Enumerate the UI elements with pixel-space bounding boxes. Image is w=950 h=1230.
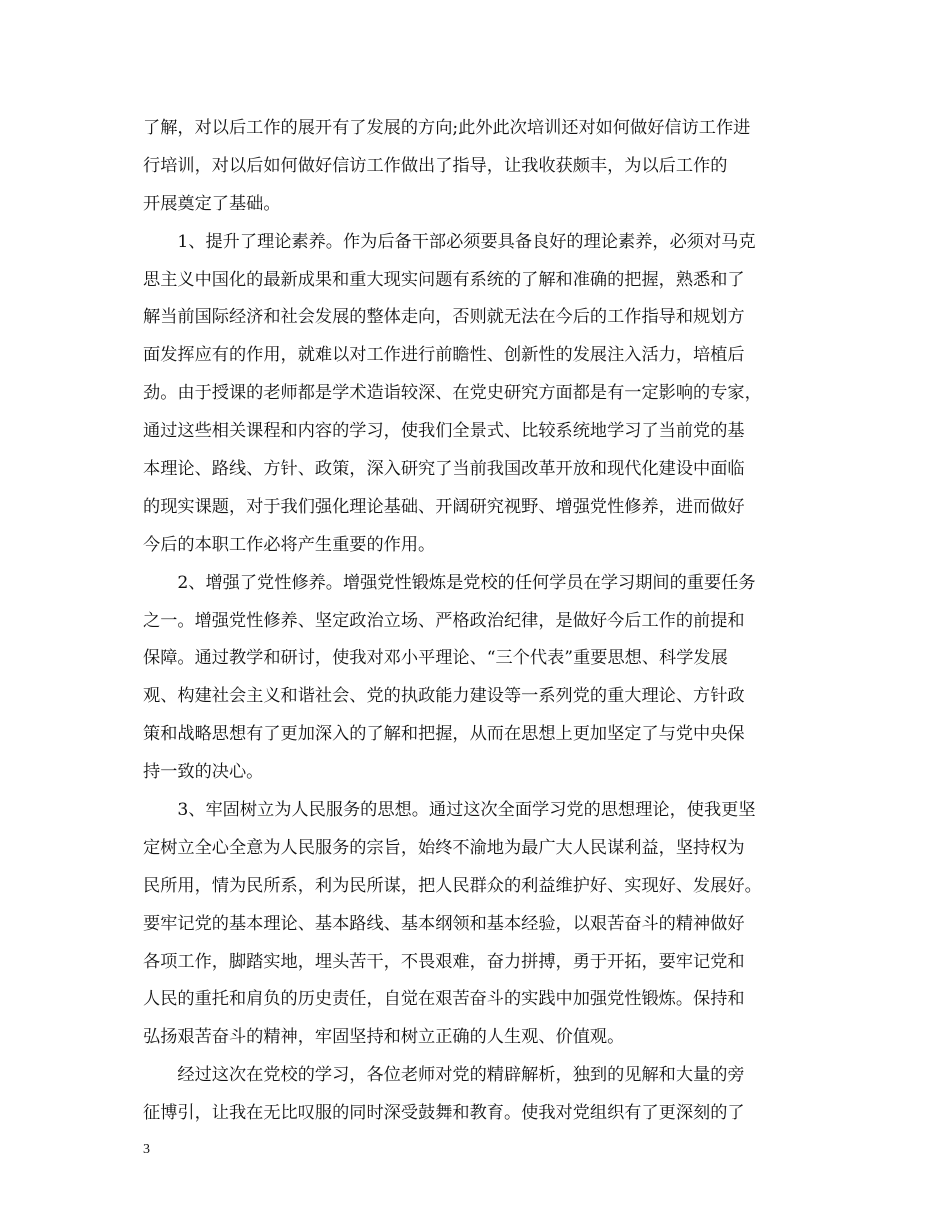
text-line: 策和战略思想有了更加深入的了解和把握，从而在思想上更加坚定了与党中央保 <box>143 724 745 745</box>
text-line: 劲。由于授课的老师都是学术造诣较深、在党史研究方面都是有一定影响的专家， <box>143 383 762 404</box>
text-line: 人民的重托和肩负的历史责任，自觉在艰苦奋斗的实践中加强党性锻炼。保持和 <box>143 989 745 1010</box>
text-line: 定树立全心全意为人民服务的宗旨，始终不渝地为最广大人民谋利益，坚持权为 <box>143 837 745 858</box>
page-number: 3 <box>143 1142 150 1157</box>
text-line: 征博引，让我在无比叹服的同时深受鼓舞和教育。使我对党组织有了更深刻的了 <box>143 1103 745 1124</box>
text-line: 通过这些相关课程和内容的学习，使我们全景式、比较系统地学习了当前党的基 <box>143 421 745 442</box>
text-line: 今后的本职工作必将产生重要的作用。 <box>143 534 436 555</box>
text-line: 本理论、路线、方针、政策，深入研究了当前我国改革开放和现代化建设中面临 <box>143 459 745 480</box>
text-line: 观、构建社会主义和谐社会、党的执政能力建设等一系列党的重大理论、方针政 <box>143 686 745 707</box>
text-line: 解当前国际经济和社会发展的整体走向，否则就无法在今后的工作指导和规划方 <box>143 307 745 328</box>
text-line: 要牢记党的基本理论、基本路线、基本纲领和基本经验，以艰苦奋斗的精神做好 <box>143 913 745 934</box>
text-line: 保障。通过教学和研讨，使我对邓小平理论、“三个代表”重要思想、科学发展 <box>143 648 728 669</box>
text-line: 1、提升了理论素养。作为后备干部必须要具备良好的理论素养，必须对马克 <box>143 231 756 252</box>
text-line: 面发挥应有的作用，就难以对工作进行前瞻性、创新性的发展注入活力，培植后 <box>143 345 745 366</box>
text-line: 的现实课题，对于我们强化理论基础、开阔研究视野、增强党性修养，进而做好 <box>143 496 745 517</box>
text-line: 之一。增强党性修养、坚定政治立场、严格政治纪律，是做好今后工作的前提和 <box>143 610 745 631</box>
text-line: 各项工作，脚踏实地，埋头苦干，不畏艰难，奋力拼搏，勇于开拓，要牢记党和 <box>143 951 745 972</box>
text-line: 弘扬艰苦奋斗的精神，牢固坚持和树立正确的人生观、价值观。 <box>143 1027 625 1048</box>
text-line: 思主义中国化的最新成果和重大现实问题有系统的了解和准确的把握，熟悉和了 <box>143 269 745 290</box>
text-line: 民所用，情为民所系，利为民所谋，把人民群众的利益维护好、实现好、发展好。 <box>143 875 762 896</box>
text-line: 行培训，对以后如何做好信访工作做出了指导，让我收获颇丰，为以后工作的 <box>143 155 728 176</box>
text-line: 2、增强了党性修养。增强党性锻炼是党校的任何学员在学习期间的重要任务 <box>143 572 756 593</box>
text-line: 经过这次在党校的学习，各位老师对党的精辟解析，独到的见解和大量的旁 <box>143 1065 745 1086</box>
body-text <box>143 110 815 1133</box>
text-line: 开展奠定了基础。 <box>143 193 281 214</box>
text-line: 了解，对以后工作的展开有了发展的方向;此外此次培训还对如何做好信访工作进 <box>143 118 751 138</box>
text-line: 3、牢固树立为人民服务的思想。通过这次全面学习党的思想理论，使我更坚 <box>143 800 756 821</box>
text-line: 持一致的决心。 <box>143 762 264 783</box>
